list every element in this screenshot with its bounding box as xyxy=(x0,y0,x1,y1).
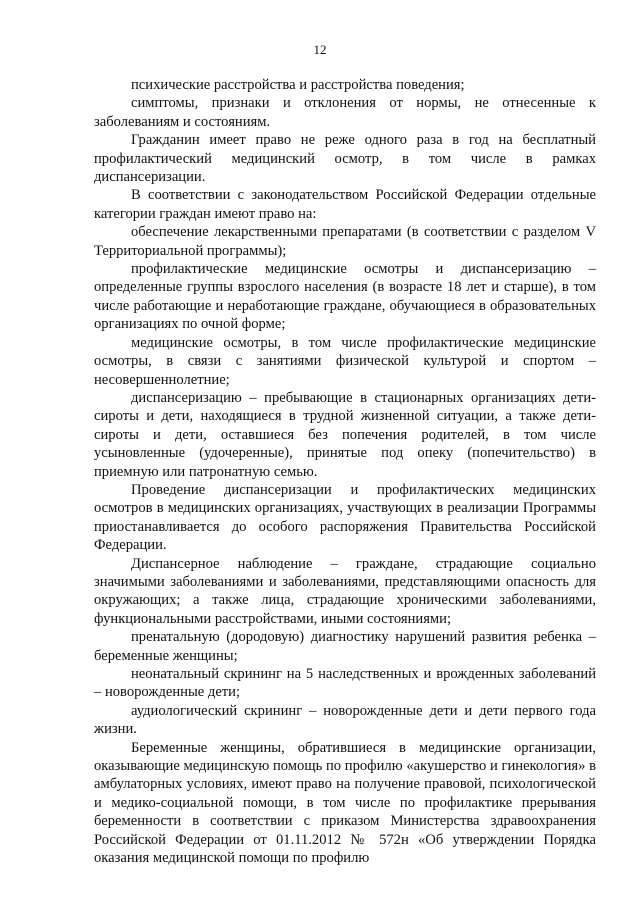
document-body xyxy=(94,76,596,867)
paragraph-citizen-categories-intro: В соответствии с законодательством Российской Федерации отдельные категории граждан имеют право на: xyxy=(94,187,596,222)
paragraph-prenatal-diagnostics: пренатальную (дородовую) диагностику нарушений развития ребенка – беременные женщины; xyxy=(94,629,596,664)
paragraph-symptoms: симптомы, признаки и отклонения от нормы, не отнесенные к заболеваниям и состояниям. xyxy=(94,95,596,130)
page-number: 12 xyxy=(313,42,327,57)
paragraph-suspension-notice: Проведение диспансеризации и профилактических медицинских осмотров в медицинских организациях, участвующих в реализации Программы приостанавливается до особого распоряжения Правительства Российской Федерации. xyxy=(94,481,596,554)
paragraph-adult-dispensarization: профилактические медицинские осмотры и диспансеризацию – определенные группы взрослого населения (в возрасте 18 лет и старше), в том числе работающие и неработающие граждане, обучающиеся в образовательных организациях по очной форме; xyxy=(94,261,596,333)
paragraph-orphan-dispensarization: диспансеризацию – пребывающие в стационарных организациях дети-сироты и дети, находящиеся в трудной жизненной ситуации, а также дети-сироты и дети, оставшиеся без попечения родителей, в том числе усыновленные (удочеренные), принятые под опеку (попечительство) в приемную или патронатную семью. xyxy=(94,389,596,480)
paragraph-pregnant-women-rights: Беременные женщины, обратившиеся в медицинские организации, оказывающие медицинскую помощь по профилю «акушерство и гинекология» в амбулаторных условиях, имеют право на получение правовой, психологической и медико-социальной помощи, в том числе по профилактике прерывания беременности в соответствии с приказом Министерства здравоохранения Российской Федерации от 01.11.2012 № 572н «Об утверждении Порядка оказания медицинской помощи по профилю xyxy=(94,739,596,867)
paragraph-medicines-provision: обеспечение лекарственными препаратами (в соответствии с разделом V Территориальной программы); xyxy=(94,224,596,259)
paragraph-annual-checkup-right: Гражданин имеет право не реже одного раза в год на бесплатный профилактический медицинский осмотр, в том числе в рамках диспансеризации. xyxy=(94,132,596,186)
paragraph-mental-disorders: психические расстройства и расстройства поведения; xyxy=(131,77,465,93)
paragraph-audiological-screening: аудиологический скрининг – новорожденные дети и дети первого года жизни. xyxy=(94,702,596,738)
paragraph-neonatal-screening: неонатальный скрининг на 5 наследственных и врожденных заболеваний – новорожденные дети; xyxy=(94,666,596,701)
paragraph-dispensary-observation: Диспансерное наблюдение – граждане, страдающие социально значимыми заболеваниями и заболеваниями, представляющими опасность для окружающих; а также лица, страдающие хроническими заболеваниями, функциональными расстройствами, иными состояниями; xyxy=(94,555,596,627)
paragraph-sports-medical-exams: медицинские осмотры, в том числе профилактические медицинские осмотры, в связи с занятиями физической культурой и спортом – несовершеннолетние; xyxy=(94,334,596,388)
